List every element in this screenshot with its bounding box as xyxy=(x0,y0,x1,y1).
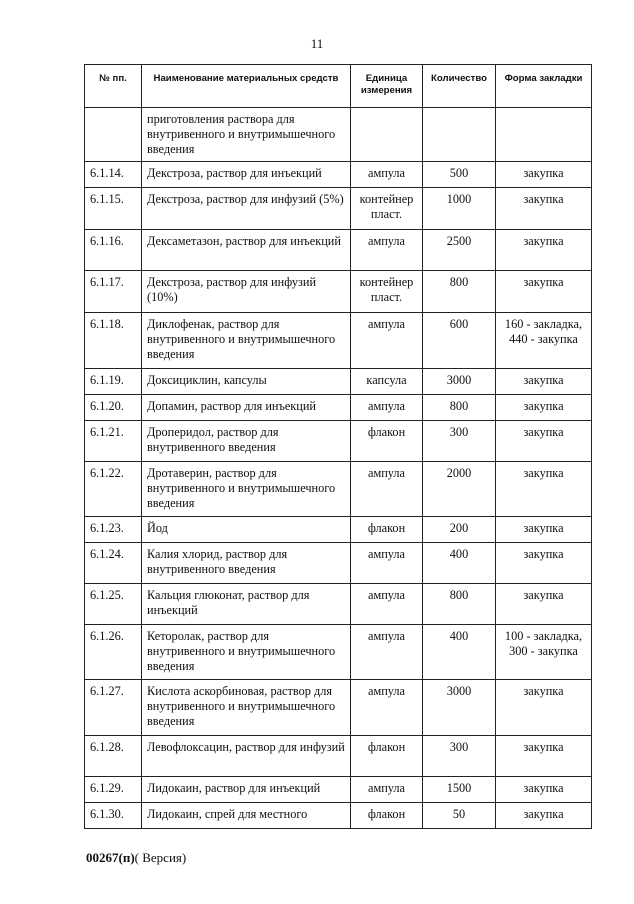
table-row xyxy=(85,162,592,188)
quantity: 1000 xyxy=(423,188,496,230)
unit: ампула xyxy=(351,162,423,188)
quantity: 3000 xyxy=(423,680,496,736)
footer xyxy=(86,850,186,866)
unit: флакон xyxy=(351,421,423,462)
quantity: 300 xyxy=(423,736,496,777)
table-row xyxy=(85,543,592,584)
procurement-form: закупка xyxy=(496,462,592,517)
row-number: 6.1.22. xyxy=(85,462,142,517)
item-name: Декстроза, раствор для инфузий (10%) xyxy=(142,271,351,313)
quantity: 2500 xyxy=(423,230,496,271)
procurement-form: закупка xyxy=(496,395,592,421)
unit: ампула xyxy=(351,625,423,680)
item-name: Дротаверин, раствор для внутривенного и внутримышечного введения xyxy=(142,462,351,517)
item-name: Калия хлорид, раствор для внутривенного введения xyxy=(142,543,351,584)
item-name: Кальция глюконат, раствор для инъекций xyxy=(142,584,351,625)
unit: ампула xyxy=(351,395,423,421)
header-form: Форма закладки xyxy=(496,65,592,108)
document-version: ( Версия) xyxy=(134,850,187,865)
quantity: 500 xyxy=(423,162,496,188)
item-name: приготовления раствора для внутривенного и внутримышечного введения xyxy=(142,108,351,162)
quantity: 200 xyxy=(423,517,496,543)
unit: капсула xyxy=(351,369,423,395)
unit: флакон xyxy=(351,517,423,543)
page-number: 11 xyxy=(310,36,324,51)
unit: ампула xyxy=(351,777,423,803)
row-number: 6.1.23. xyxy=(85,517,142,543)
procurement-form: 160 - закладка, 440 - закупка xyxy=(496,313,592,369)
item-name: Йод xyxy=(142,517,351,543)
row-number: 6.1.14. xyxy=(85,162,142,188)
table-row xyxy=(85,462,592,517)
row-number: 6.1.26. xyxy=(85,625,142,680)
table-row xyxy=(85,313,592,369)
table-row xyxy=(85,188,592,230)
procurement-form: закупка xyxy=(496,188,592,230)
procurement-form: закупка xyxy=(496,162,592,188)
table-row xyxy=(85,369,592,395)
procurement-form: закупка xyxy=(496,680,592,736)
procurement-form: закупка xyxy=(496,543,592,584)
table-row xyxy=(85,803,592,829)
procurement-form: закупка xyxy=(496,736,592,777)
quantity: 50 xyxy=(423,803,496,829)
table-row xyxy=(85,584,592,625)
table-row xyxy=(85,736,592,777)
item-name: Декстроза, раствор для инфузий (5%) xyxy=(142,188,351,230)
row-number xyxy=(85,108,142,162)
unit: ампула xyxy=(351,584,423,625)
unit: контейнер пласт. xyxy=(351,188,423,230)
quantity: 800 xyxy=(423,584,496,625)
item-name: Дексаметазон, раствор для инъекций xyxy=(142,230,351,271)
table-row xyxy=(85,108,592,162)
procurement-form: закупка xyxy=(496,584,592,625)
unit: ампула xyxy=(351,230,423,271)
item-name: Кислота аскорбиновая, раствор для внутривенного и внутримышечного введения xyxy=(142,680,351,736)
quantity: 800 xyxy=(423,271,496,313)
procurement-form: закупка xyxy=(496,369,592,395)
table-header-row xyxy=(85,65,592,108)
quantity: 1500 xyxy=(423,777,496,803)
quantity: 400 xyxy=(423,543,496,584)
quantity: 400 xyxy=(423,625,496,680)
item-name: Декстроза, раствор для инъекций xyxy=(142,162,351,188)
materials-table xyxy=(84,64,592,829)
unit: ампула xyxy=(351,680,423,736)
table-row xyxy=(85,680,592,736)
item-name: Диклофенак, раствор для внутривенного и внутримышечного введения xyxy=(142,313,351,369)
item-name: Лидокаин, спрей для местного xyxy=(142,803,351,829)
row-number: 6.1.19. xyxy=(85,369,142,395)
item-name: Доксициклин, капсулы xyxy=(142,369,351,395)
table-row xyxy=(85,777,592,803)
procurement-form: 100 - закладка, 300 - закупка xyxy=(496,625,592,680)
procurement-form: закупка xyxy=(496,803,592,829)
table-row xyxy=(85,625,592,680)
quantity: 600 xyxy=(423,313,496,369)
procurement-form xyxy=(496,108,592,162)
quantity: 300 xyxy=(423,421,496,462)
row-number: 6.1.16. xyxy=(85,230,142,271)
item-name: Левофлоксацин, раствор для инфузий xyxy=(142,736,351,777)
table-row xyxy=(85,271,592,313)
procurement-form: закупка xyxy=(496,230,592,271)
procurement-form: закупка xyxy=(496,271,592,313)
procurement-form: закупка xyxy=(496,777,592,803)
quantity xyxy=(423,108,496,162)
procurement-form: закупка xyxy=(496,517,592,543)
unit: контейнер пласт. xyxy=(351,271,423,313)
header-unit: Единица измерения xyxy=(351,65,423,108)
quantity: 3000 xyxy=(423,369,496,395)
row-number: 6.1.30. xyxy=(85,803,142,829)
row-number: 6.1.25. xyxy=(85,584,142,625)
unit: флакон xyxy=(351,803,423,829)
row-number: 6.1.20. xyxy=(85,395,142,421)
item-name: Лидокаин, раствор для инъекций xyxy=(142,777,351,803)
row-number: 6.1.24. xyxy=(85,543,142,584)
header-number: № пп. xyxy=(85,65,142,108)
unit: флакон xyxy=(351,736,423,777)
table-row xyxy=(85,230,592,271)
item-name: Дроперидол, раствор для внутривенного введения xyxy=(142,421,351,462)
item-name: Допамин, раствор для инъекций xyxy=(142,395,351,421)
unit: ампула xyxy=(351,543,423,584)
unit: ампула xyxy=(351,313,423,369)
table-row xyxy=(85,421,592,462)
unit xyxy=(351,108,423,162)
quantity: 2000 xyxy=(423,462,496,517)
row-number: 6.1.27. xyxy=(85,680,142,736)
row-number: 6.1.28. xyxy=(85,736,142,777)
table-body xyxy=(85,108,592,829)
table-row xyxy=(85,517,592,543)
header-name: Наименование материальных средств xyxy=(142,65,351,108)
row-number: 6.1.29. xyxy=(85,777,142,803)
table-row xyxy=(85,395,592,421)
row-number: 6.1.15. xyxy=(85,188,142,230)
quantity: 800 xyxy=(423,395,496,421)
procurement-form: закупка xyxy=(496,421,592,462)
row-number: 6.1.17. xyxy=(85,271,142,313)
unit: ампула xyxy=(351,462,423,517)
row-number: 6.1.18. xyxy=(85,313,142,369)
row-number: 6.1.21. xyxy=(85,421,142,462)
item-name: Кеторолак, раствор для внутривенного и внутримышечного введения xyxy=(142,625,351,680)
document-code: 00267(п) xyxy=(86,850,135,865)
header-quantity: Количество xyxy=(423,65,496,108)
